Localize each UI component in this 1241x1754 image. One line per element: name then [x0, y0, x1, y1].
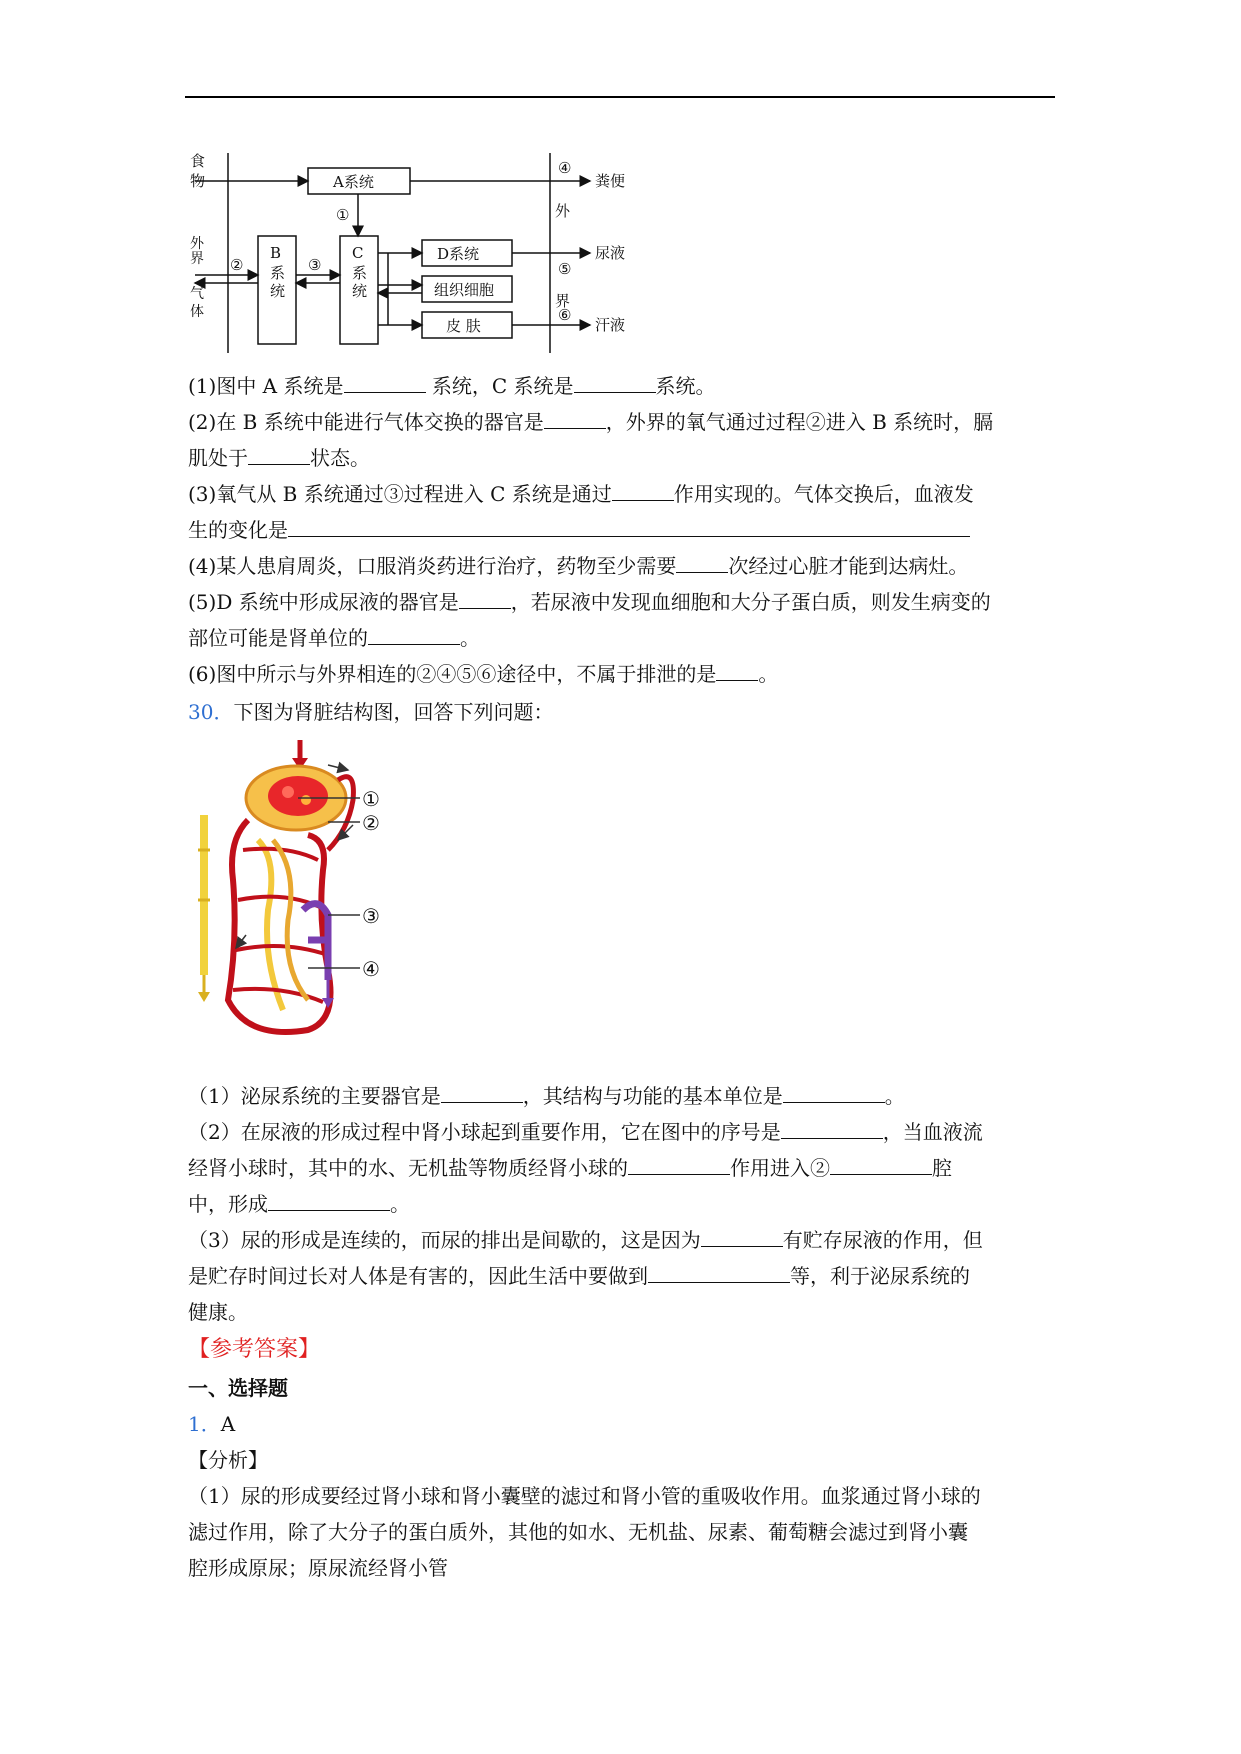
- tissue-label: 组织细胞: [434, 281, 495, 299]
- svg-text:统: 统: [270, 282, 286, 300]
- blank[interactable]: [368, 624, 460, 645]
- blank[interactable]: [628, 1154, 730, 1175]
- sweat-label: 汗液: [595, 316, 626, 334]
- header-rule: [185, 96, 1055, 98]
- q30-line-7: 健康。: [188, 1300, 248, 1324]
- q30-line-4: 中，形成 。: [188, 1192, 410, 1216]
- kidney-label-2: ②: [362, 811, 380, 835]
- q29-line-6: (4)某人患肩周炎，口服消炎药进行治疗，药物至少需要 次经过心脏才能到达病灶。: [188, 554, 969, 578]
- q30-title: 30．下图为肾脏结构图，回答下列问题：: [188, 700, 554, 724]
- q29-line-5: 生的变化是: [188, 516, 970, 544]
- analysis-p1: （1）尿的形成要经过肾小球和肾小囊壁的滤过和肾小管的重吸收作用。血浆通过肾小球的: [188, 1484, 981, 1508]
- question-number: 30．: [188, 700, 234, 724]
- kidney-label-3: ③: [362, 904, 380, 928]
- num-2: ②: [230, 256, 244, 274]
- q30-line-1: （1）泌尿系统的主要器官是 ，其结构与功能的基本单位是 。: [188, 1084, 905, 1108]
- outside-label-2: 界: [555, 292, 571, 310]
- blank[interactable]: [612, 480, 674, 501]
- section-title: 一、选择题: [188, 1376, 288, 1400]
- system-a-label: A系统: [333, 173, 374, 191]
- blank[interactable]: [288, 516, 970, 537]
- blank[interactable]: [676, 552, 728, 573]
- num-3: ③: [308, 256, 322, 274]
- blank[interactable]: [268, 1190, 390, 1211]
- blank[interactable]: [574, 372, 656, 393]
- kidney-nephron-diagram: [188, 740, 438, 1060]
- answer-1: 1．A: [188, 1412, 236, 1436]
- svg-text:系: 系: [352, 264, 368, 282]
- q29-line-7: (5)D 系统中形成尿液的器官是 ，若尿液中发现血细胞和大分子蛋白质，则发生病变的: [188, 590, 991, 614]
- q30-line-6: 是贮存时间过长对人体是有害的，因此生活中要做到 等，利于泌尿系统的: [188, 1264, 970, 1288]
- svg-text:界: 界: [190, 251, 204, 267]
- analysis-label: 【分析】: [188, 1448, 268, 1472]
- blank[interactable]: [648, 1262, 790, 1283]
- analysis-p3: 腔形成原尿；原尿流经肾小管: [188, 1556, 448, 1580]
- food-label-1: 食: [190, 152, 206, 170]
- q29-line-9: (6)图中所示与外界相连的②④⑤⑥途径中，不属于排泄的是 。: [188, 662, 779, 686]
- body-systems-diagram: [190, 148, 650, 358]
- urine-label: 尿液: [595, 244, 626, 262]
- q30-line-2: （2）在尿液的形成过程中肾小球起到重要作用，它在图中的序号是 ，当血液流: [188, 1120, 983, 1144]
- q29-line-1: (1)图中 A 系统是 系统，C 系统是 系统。: [188, 374, 716, 398]
- q30-line-3: 经肾小球时，其中的水、无机盐等物质经肾小球的 作用进入② 腔: [188, 1156, 952, 1180]
- skin-label: 皮 肤: [446, 317, 481, 335]
- svg-text:气: 气: [190, 286, 204, 302]
- feces-label: 粪便: [595, 172, 626, 190]
- q29-line-8: 部位可能是肾单位的 。: [188, 626, 480, 650]
- blank[interactable]: [441, 1082, 523, 1103]
- blank[interactable]: [248, 444, 310, 465]
- svg-text:体: 体: [190, 304, 204, 320]
- system-b-label: B: [270, 244, 282, 262]
- blank[interactable]: [544, 408, 606, 429]
- blank[interactable]: [701, 1226, 783, 1247]
- blank[interactable]: [830, 1154, 932, 1175]
- q29-line-4: (3)氧气从 B 系统通过③过程进入 C 系统是通过 作用实现的。气体交换后，血液发: [188, 482, 974, 506]
- num-1: ①: [336, 206, 350, 224]
- outside-label-1: 外: [555, 202, 571, 220]
- blank[interactable]: [344, 372, 426, 393]
- system-d-label: D系统: [437, 245, 480, 263]
- system-c-label: C: [352, 244, 364, 262]
- food-label-2: 物: [190, 172, 206, 190]
- blank[interactable]: [783, 1082, 885, 1103]
- kidney-label-4: ④: [362, 957, 380, 981]
- svg-text:系: 系: [270, 264, 286, 282]
- num-5: ⑤: [558, 260, 572, 278]
- analysis-p2: 滤过作用，除了大分子的蛋白质外，其他的如水、无机盐、尿素、葡萄糖会滤过到肾小囊: [188, 1520, 968, 1544]
- svg-text:统: 统: [352, 282, 368, 300]
- q29-line-3: 肌处于 状态。: [188, 446, 370, 470]
- blank[interactable]: [716, 660, 758, 681]
- num-6: ⑥: [558, 306, 572, 324]
- answers-header: 【参考答案】: [188, 1337, 321, 1362]
- q30-line-5: （3）尿的形成是连续的，而尿的排出是间歇的，这是因为 有贮存尿液的作用，但: [188, 1228, 983, 1252]
- air-label: 外: [190, 236, 204, 252]
- blank[interactable]: [459, 588, 511, 609]
- num-4: ④: [558, 159, 572, 177]
- blank[interactable]: [781, 1118, 883, 1139]
- kidney-label-1: ①: [362, 787, 380, 811]
- q29-line-2: (2)在 B 系统中能进行气体交换的器官是 ，外界的氧气通过过程②进入 B 系统时，膈: [188, 410, 994, 434]
